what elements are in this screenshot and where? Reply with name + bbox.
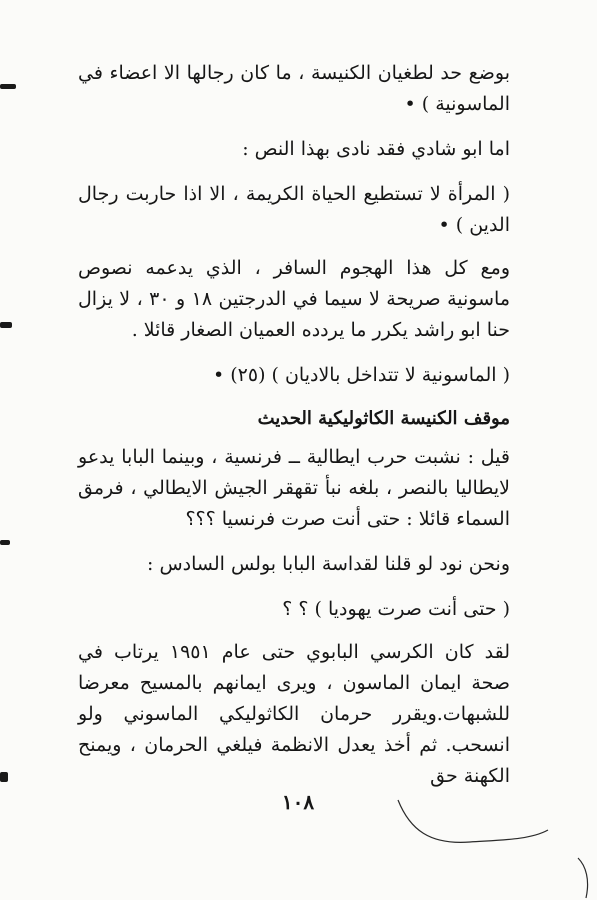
paragraph: بوضع حد لطغيان الكنيسة ، ما كان رجالها الا اعضاء في الماسونية ) • [78, 62, 510, 115]
quote-paragraph: ( حتى أنت صرت يهوديا ) ؟ ؟ [282, 598, 510, 620]
paragraph: اما ابو شادي فقد نادى بهذا النص : [242, 138, 510, 160]
paragraph: ومع كل هذا الهجوم السافر ، الذي يدعمه نصوص ماسونية صريحة لا سيما في الدرجتين ١٨ و ٣٠ ، لا يزال حنا ابو راشد يكرر ما يردده العميان الصغار قائلا . [78, 257, 511, 341]
page-body [78, 58, 510, 806]
paragraph: ونحن نود لو قلنا لقداسة البابا بولس السادس : [147, 553, 510, 575]
page-number: ١٠٨ [281, 790, 315, 814]
quote-paragraph: ( المرأة لا تستطيع الحياة الكريمة ، الا اذا حاربت رجال الدين ) • [78, 183, 510, 236]
quote-paragraph: ( الماسونية لا تتداخل بالاديان ) (٢٥) • [212, 364, 510, 386]
paragraph: لقد كان الكرسي البابوي حتى عام ١٩٥١ يرتاب في صحة ايمان الماسون ، ويرى ايمانهم بالمسيح معرضا للشبهات.ويقرر حرمان الكاثوليكي الماسوني ولو انسحب. ثم أخذ يعدل الانظمة فيلغي الحرمان ، ويمنح الكهنة حق [78, 641, 511, 787]
section-heading: موقف الكنيسة الكاثوليكية الحديث [257, 408, 510, 429]
paragraph: قيل : نشبت حرب ايطالية ــ فرنسية ، وبينما البابا يدعو لايطاليا بالنصر ، بلغه نبأ تقهقر الجيش الايطالي ، فرمق السماء قائلا : حتى أنت صرت فرنسيا ؟؟؟ [78, 446, 510, 530]
